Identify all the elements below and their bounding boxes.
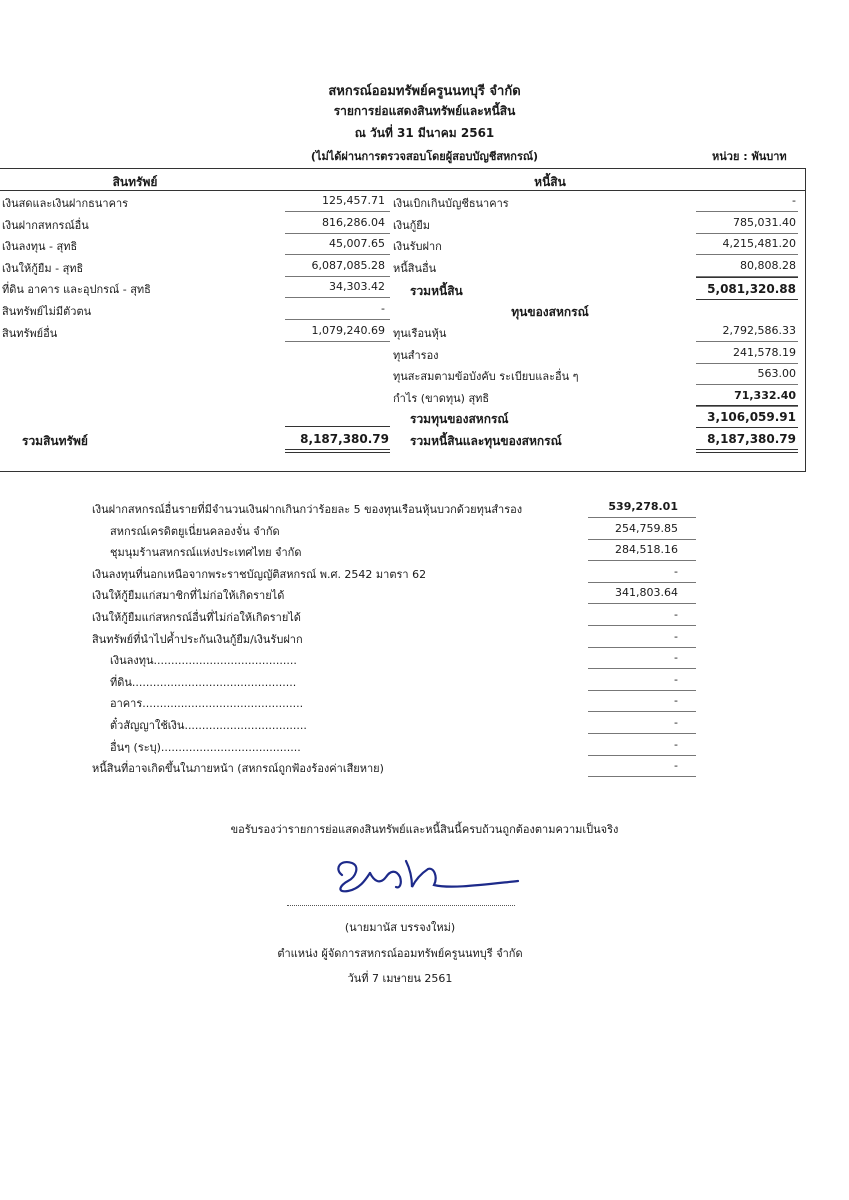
grand-total-rule-2 — [696, 452, 798, 453]
liability-row-label: เงินรับฝาก — [393, 240, 442, 254]
asset-row-label: เงินสดและเงินฝากธนาคาร — [2, 197, 129, 210]
total-assets-value: 8,187,380.79 — [300, 432, 389, 446]
asset-row-underline — [285, 254, 390, 255]
asset-row-underline — [285, 276, 390, 277]
note-row-underline — [588, 647, 696, 648]
asset-row-underline — [285, 297, 390, 298]
grand-total-rule-1 — [696, 449, 798, 450]
assets-heading: สินทรัพย์ — [112, 175, 158, 189]
note-row-value: 341,803.64 — [615, 586, 678, 600]
liability-row-underline — [696, 233, 798, 234]
total-equity-rule-top — [696, 405, 798, 406]
asset-row-value: 1,079,240.69 — [311, 323, 385, 337]
note-row-value: - — [674, 716, 678, 729]
note-row-underline — [588, 668, 696, 669]
liability-row-underline — [696, 254, 798, 255]
signature-line — [287, 905, 515, 906]
total-equity-rule-bottom — [696, 427, 798, 428]
equity-row-underline — [696, 384, 798, 385]
note-row-underline — [588, 625, 696, 626]
liability-row-value: 80,808.28 — [740, 258, 796, 272]
total-liabilities-label: รวมหนี้สิน — [410, 284, 463, 298]
asset-row-value: 6,087,085.28 — [311, 258, 385, 272]
note-row-label: เงินลงทุนที่นอกเหนือจากพระราชบัญญัติสหกรณ์ พ.ศ. 2542 มาตรา 62 — [92, 567, 427, 581]
note-row-value: - — [674, 672, 678, 686]
note-row-label: ที่ดิน............................................... — [110, 675, 297, 689]
total-liabilities-rule-top — [696, 277, 798, 278]
equity-row-underline — [696, 363, 798, 364]
equity-row-value: 2,792,586.33 — [722, 324, 796, 337]
liability-row-value: 785,031.40 — [733, 215, 796, 229]
note-row-underline — [588, 539, 696, 540]
liability-row-label: เงินกู้ยืม — [393, 218, 431, 232]
liabilities-heading: หนี้สิน — [534, 175, 566, 189]
note-row-label: เงินลงทุน......................................... — [110, 654, 297, 668]
equity-row-label: ทุนเรือนหุ้น — [393, 327, 447, 340]
total-assets-label: รวมสินทรัพย์ — [22, 434, 88, 448]
table-bottom-border — [0, 471, 806, 472]
asset-row-label: สินทรัพย์อื่น — [2, 326, 58, 340]
note-row-value: - — [674, 694, 678, 708]
asset-row-label: ที่ดิน อาคาร และอุปกรณ์ - สุทธิ — [2, 283, 151, 297]
table-top-border — [0, 168, 806, 169]
note-row-label: ตั๋วสัญญาใช้เงิน................................... — [110, 719, 307, 732]
asset-row-underline — [285, 211, 390, 212]
total-assets-rule-top — [285, 426, 390, 427]
note-row-underline — [588, 690, 696, 691]
equity-row-label: กำไร (ขาดทุน) สุทธิ — [393, 391, 490, 405]
grand-total-value: 8,187,380.79 — [707, 432, 796, 446]
note-row-value: 539,278.01 — [608, 500, 678, 513]
note-row-underline — [588, 560, 696, 561]
note-row-label: อาคาร.............................................. — [110, 697, 304, 711]
total-equity-label: รวมทุนของสหกรณ์ — [410, 412, 509, 426]
asset-row-label: เงินให้กู้ยืม - สุทธิ — [2, 261, 84, 275]
audit-note: (ไม่ได้ผ่านการตรวจสอบโดยผู้สอบบัญชีสหกรณ์) — [310, 150, 539, 163]
note-row-label: หนี้สินที่อาจเกิดขึ้นในภายหน้า (สหกรณ์ถูกฟ้องร้องค่าเสียหาย) — [92, 762, 384, 776]
report-date: ณ วันที่ 31 มีนาคม 2561 — [354, 126, 495, 140]
note-row-value: - — [674, 651, 678, 665]
liability-row-value: 4,215,481.20 — [722, 237, 796, 251]
table-right-border — [805, 168, 806, 472]
equity-row-label: ทุนสำรอง — [393, 348, 439, 362]
total-liabilities-value: 5,081,320.88 — [707, 282, 796, 296]
note-row-value: - — [674, 759, 678, 773]
note-row-label: เงินให้กู้ยืมแก่สมาชิกที่ไม่ก่อให้เกิดรายได้ — [92, 589, 285, 603]
equity-row-underline — [696, 341, 798, 342]
asset-row-value: 45,007.65 — [329, 237, 385, 251]
note-row-underline — [588, 733, 696, 734]
asset-row-value: - — [381, 302, 385, 315]
note-row-underline — [588, 776, 696, 777]
equity-row-value: 71,332.40 — [734, 388, 796, 402]
note-row-value: 254,759.85 — [615, 521, 678, 535]
asset-row-underline — [285, 319, 390, 320]
note-row-label: ชุมนุมร้านสหกรณ์แห่งประเทศไทย จำกัด — [110, 546, 302, 560]
note-row-value: - — [674, 629, 678, 643]
equity-row-label: ทุนสะสมตามข้อบังคับ ระเบียบและอื่น ๆ — [393, 370, 579, 384]
asset-row-underline — [285, 341, 390, 342]
note-row-label: สินทรัพย์ที่นำไปค้ำประกันเงินกู้ยืม/เงินรับฝาก — [92, 632, 303, 646]
sign-date: วันที่ 7 เมษายน 2561 — [347, 972, 453, 985]
note-row-label: เงินฝากสหกรณ์อื่นรายที่มีจำนวนเงินฝากเกินกว่าร้อยละ 5 ของทุนเรือนหุ้นบวกด้วยทุนสำรอง — [92, 503, 523, 516]
total-assets-rule-1 — [285, 449, 390, 450]
equity-row-value: 563.00 — [757, 367, 796, 381]
asset-row-value: 816,286.04 — [322, 215, 385, 229]
equity-heading: ทุนของสหกรณ์ — [511, 305, 589, 319]
note-row-underline — [588, 582, 696, 583]
liability-row-value: - — [792, 194, 796, 207]
total-assets-rule-2 — [285, 452, 390, 453]
liability-row-label: เงินเบิกเกินบัญชีธนาคาร — [393, 197, 509, 210]
note-row-value: - — [674, 608, 678, 621]
signer-name: (นายมานัส บรรจงใหม่) — [344, 921, 456, 934]
report-title: รายการย่อแสดงสินทรัพย์และหนี้สิน — [333, 104, 516, 118]
note-row-label: อื่นๆ (ระบุ)........................................ — [110, 740, 301, 754]
certification-statement: ขอรับรองว่ารายการย่อแสดงสินทรัพย์และหนี้สินนี้ครบถ้วนถูกต้องตามความเป็นจริง — [230, 823, 619, 836]
asset-row-value: 34,303.42 — [329, 280, 385, 294]
liability-row-underline — [696, 211, 798, 212]
total-equity-value: 3,106,059.91 — [707, 410, 796, 424]
note-row-underline — [588, 517, 696, 518]
organization-name: สหกรณ์ออมทรัพย์ครูนนทบุรี จำกัด — [328, 84, 521, 99]
asset-row-underline — [285, 233, 390, 234]
total-liabilities-rule-bottom — [696, 299, 798, 300]
note-row-value: - — [674, 737, 678, 751]
liability-row-label: หนี้สินอื่น — [393, 261, 437, 275]
note-row-value: - — [674, 564, 678, 578]
equity-row-value: 241,578.19 — [733, 345, 796, 359]
grand-total-label: รวมหนี้สินและทุนของสหกรณ์ — [410, 434, 562, 448]
asset-row-label: เงินฝากสหกรณ์อื่น — [2, 218, 89, 232]
note-row-underline — [588, 755, 696, 756]
note-row-underline — [588, 711, 696, 712]
asset-row-label: สินทรัพย์ไม่มีตัวตน — [2, 305, 92, 318]
note-row-label: สหกรณ์เครดิตยูเนี่ยนคลองจั่น จำกัด — [110, 524, 280, 538]
note-row-value: 284,518.16 — [615, 543, 678, 557]
asset-row-value: 125,457.71 — [322, 194, 385, 207]
asset-row-label: เงินลงทุน - สุทธิ — [2, 240, 78, 254]
note-row-label: เงินให้กู้ยืมแก่สหกรณ์อื่นที่ไม่ก่อให้เกิดรายได้ — [92, 611, 301, 624]
note-row-underline — [588, 603, 696, 604]
signature — [330, 855, 530, 897]
signer-position: ตำแหน่ง ผู้จัดการสหกรณ์ออมทรัพย์ครูนนทบุรี จำกัด — [277, 947, 523, 960]
unit-label: หน่วย : พันบาท — [712, 150, 787, 163]
